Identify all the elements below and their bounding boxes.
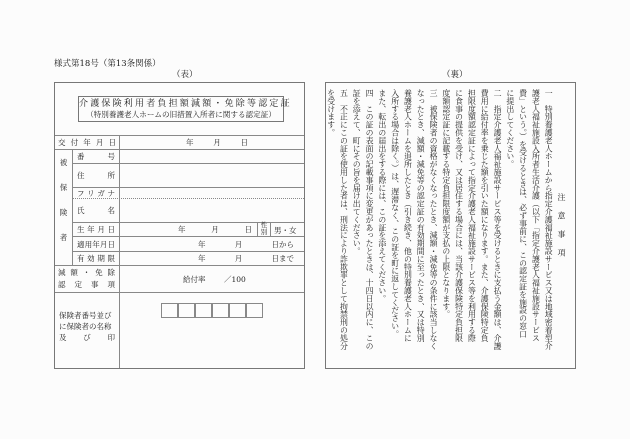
insurer-number-digit-box[interactable] (212, 303, 229, 318)
notes-title: 注 意 事 項 (557, 193, 566, 261)
char: リ (87, 188, 95, 198)
char: 氏 (77, 206, 85, 215)
char: 限 (107, 254, 115, 263)
day-unit: 日から (271, 239, 294, 249)
char: 効 (87, 254, 95, 263)
issue-date-field[interactable] (186, 136, 248, 149)
divider (270, 222, 271, 236)
char: 定 (74, 280, 82, 289)
char: ナ (107, 188, 115, 198)
year-unit: 年 (198, 254, 206, 263)
address-label (77, 164, 115, 187)
expiry-field[interactable] (198, 252, 294, 265)
char: 項 (107, 280, 115, 289)
char: 月 (97, 225, 105, 234)
sex-label: 性別 (260, 221, 268, 236)
birth-date-field[interactable] (178, 223, 252, 236)
furigana-field[interactable] (120, 188, 304, 198)
benefit-rate-label: 給付率 (183, 275, 206, 284)
day-unit: 日まで (271, 254, 294, 263)
char: 付 (70, 138, 79, 147)
insurer-number-digit-box[interactable] (161, 303, 178, 318)
insurer-label-line2: に保険者の名称 (59, 322, 112, 331)
number-label (77, 150, 115, 163)
certificate-back (325, 82, 576, 369)
char: 住 (77, 171, 85, 180)
note-line: 二 指定介護老人福祉施設サービス等を受けるときに支払う金額は、介護 (493, 89, 503, 350)
name-field[interactable] (120, 199, 304, 222)
insurer-number-digit-box[interactable] (246, 303, 263, 318)
char: 除 (107, 268, 115, 277)
apply-date-field[interactable] (198, 237, 294, 251)
char: 年 (83, 138, 91, 147)
front-side-label: （表） (172, 70, 198, 80)
note-line: に食事の提供を受け、又は居住する場合には、当該介護保険特定負担限 (454, 89, 464, 342)
notes-text (324, 89, 567, 361)
month-unit: 月 (211, 225, 219, 234)
insured-char: 保 (59, 183, 68, 192)
note-line: 度額認定証に記載する特定負担限度額が支払の上限となります。 (441, 89, 451, 319)
char: 日 (107, 225, 115, 234)
char: 額 (70, 268, 78, 277)
char: 減 (58, 268, 66, 277)
char: 有 (77, 254, 85, 263)
divider (72, 149, 73, 265)
char: 号 (107, 152, 115, 161)
certificate-title: 介護保険利用者負担額減額・免除等認定証 (79, 99, 292, 109)
certificate-front (54, 82, 305, 369)
char: 免 (95, 268, 103, 277)
note-line: 費」という。）を受けるときは、必ず事前に、この認定証を施設の窓口 (518, 89, 528, 338)
insurer-number-area (55, 292, 304, 368)
form-number: 様式第18号（第13条関係） (54, 59, 161, 69)
char: 年 (92, 239, 100, 249)
char: び (83, 333, 91, 342)
back-side-label: （裏） (442, 70, 468, 80)
number-field[interactable] (120, 150, 304, 163)
char: 年 (87, 225, 95, 234)
year-unit: 年 (186, 138, 194, 147)
note-line: 五 不正にこの証を使用した者は、刑法により詐欺罪として拘禁刑の処分 (339, 89, 349, 350)
insured-char: 被 (59, 158, 68, 167)
char: 名 (107, 206, 115, 215)
note-line: 担限度額認定証によって指定介護老人福祉施設サービス等を利用する際 (467, 89, 477, 342)
note-line: に提出してください。 (505, 89, 515, 168)
insured-char: 険 (59, 208, 68, 217)
divider (55, 265, 304, 266)
day-unit: 日 (240, 138, 248, 147)
note-line: 一 特別養護老人ホームから指定介護福祉施設サービス又は地域密着型介 (544, 89, 554, 350)
note-line: 三 被保険者の資格がなくなったとき、減額・減免等の条件に該当しなく (429, 89, 439, 350)
note-line: また、転出の届出をする際には、この証を添えてください。 (377, 89, 387, 303)
furigana-label (77, 188, 115, 198)
char: 所 (107, 171, 115, 180)
char: 日 (107, 239, 115, 249)
month-unit: 月 (213, 138, 221, 147)
char: 月 (99, 239, 108, 249)
char: 日 (108, 138, 116, 147)
reduction-label (58, 267, 115, 278)
char: 期 (97, 254, 105, 263)
insurer-number-digit-box[interactable] (229, 303, 246, 318)
expiry-label (77, 252, 115, 265)
note-line: 費用に給付率を乗じた額を引いた額になります。また、介護保険特定負 (480, 89, 490, 342)
char: フ (77, 188, 85, 198)
month-unit: 月 (234, 254, 243, 263)
note-line: 入所する場合は除く。）は、遅滞なく、この証を町に返してください。 (390, 89, 400, 338)
note-line: 証を添えて、町にその旨を届け出てください。 (352, 89, 362, 255)
char: 適 (77, 239, 85, 249)
insurer-number-digit-box[interactable] (195, 303, 212, 318)
year-unit: 年 (178, 225, 186, 234)
day-unit: 日 (244, 225, 252, 234)
month-unit: 月 (234, 239, 243, 249)
year-unit: 年 (198, 239, 206, 249)
char: 月 (95, 138, 104, 147)
benefit-rate-field[interactable]: ／100 (224, 275, 246, 284)
char: 交 (58, 138, 66, 147)
char: 番 (77, 152, 85, 161)
certificate-title-box (78, 96, 292, 122)
name-label (77, 199, 115, 222)
issue-date-label (58, 136, 116, 149)
apply-date-label (77, 237, 115, 251)
char: ・ (82, 268, 91, 277)
insured-char: 者 (59, 233, 68, 242)
certificate-subtitle: （特別養護老人ホームの旧措置入所者に関する認定証） (86, 110, 276, 119)
address-field[interactable] (120, 164, 304, 187)
note-line: を受けます。 (326, 89, 336, 137)
note-line: 四 この証の表面の記載事項に変更があったときは、十四日以内に、この (365, 89, 375, 350)
char: 認 (58, 280, 66, 289)
note-line: 養護老人ホームを退所したとき（引き続き、他の特別養護老人ホームに (403, 89, 413, 342)
insurer-label-line1: 保険者番号並び (59, 311, 112, 320)
birth-date-label (77, 223, 115, 236)
char: 事 (91, 280, 99, 289)
char: 及 (59, 333, 67, 342)
sex-field[interactable]: 男・女 (274, 226, 297, 235)
insurer-number-digit-box[interactable] (178, 303, 195, 318)
char: 印 (107, 333, 115, 342)
char: 生 (77, 225, 85, 234)
char: 用 (84, 239, 93, 249)
note-line: 護老人福祉施設入所者生活介護（以下「指定介護老人福祉施設サービス (531, 89, 541, 342)
note-line: なったとき、減額・減免等の認定証の有効期間に至ったとき、又は特別 (416, 89, 426, 342)
certified-items-label (58, 279, 115, 290)
char: ガ (97, 188, 105, 198)
